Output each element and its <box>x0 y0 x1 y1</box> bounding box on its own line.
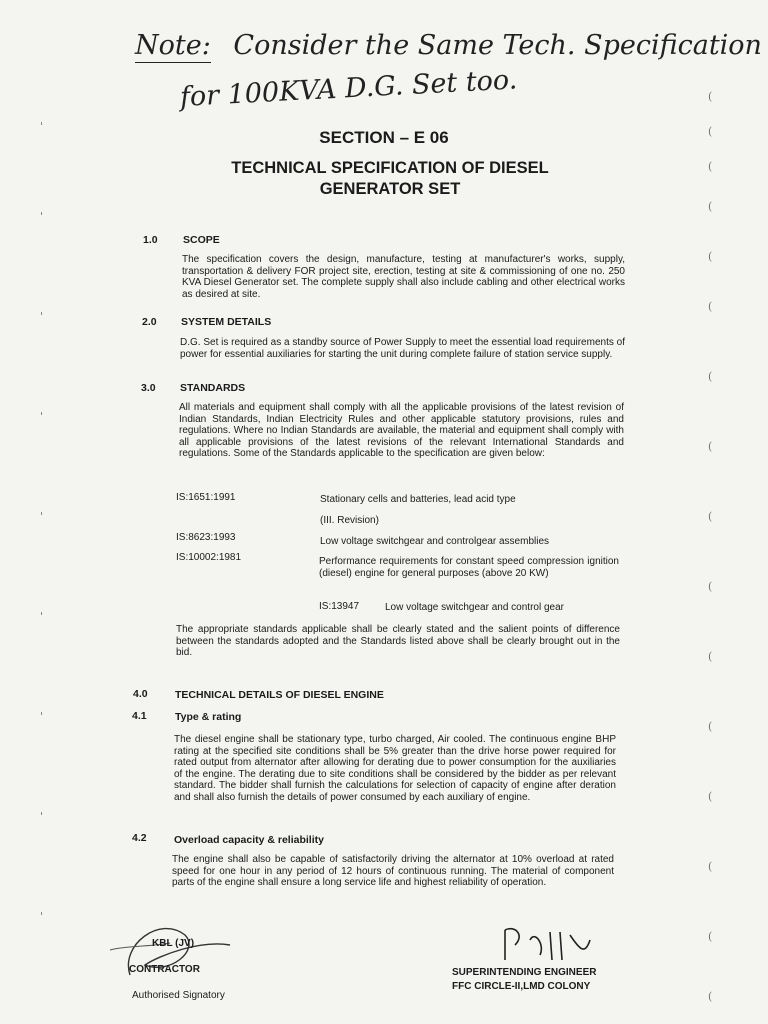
system-paragraph: D.G. Set is required as a standby source of Power Supply to meet the essential load requirements of power for essential auxiliaries for starting the unit during complete failure of station service supply. <box>180 337 625 360</box>
section-heading: SYSTEM DETAILS <box>181 316 272 328</box>
handwritten-note-line-1 <box>135 30 762 61</box>
standard-code: IS:1651:1991 <box>176 492 236 503</box>
section-number: 4.1 <box>132 710 147 722</box>
section-heading: Overload capacity & reliability <box>174 834 324 846</box>
standard-description: Stationary cells and batteries, lead acid type <box>320 494 516 505</box>
standard-description: Low voltage switchgear and controlgear assemblies <box>320 536 550 547</box>
engineer-office: FFC CIRCLE-II,LMD COLONY <box>452 981 591 992</box>
scope-paragraph: The specification covers the design, manufacture, testing at manufacturer's works, supply, transportation & delivery FOR project site, erection, testing at site & commissioning of one no. 250 KVA Diesel Generator set. The complete supply shall also include cabling and other electrical works as desired at site. <box>182 254 625 300</box>
standard-code: IS:13947 <box>319 601 360 612</box>
type-rating-paragraph: The diesel engine shall be stationary type, turbo charged, Air cooled. The continuous engine BHP rating at the specified site conditions shall be 5% greater than the drive horse power required for rated output from alternator after allowing for derating due to power consumption for the auxiliaries of the engine. The derating due to site conditions shall be considered by the bidder as per relevant standard. The bidder shall furnish the calculations for selection of capacity of engine after deration and shall also furnish the details of power consumed by each auxiliary of engine. <box>174 734 616 803</box>
engineer-role: SUPERINTENDING ENGINEER <box>452 967 597 978</box>
note-label: Note: <box>135 30 211 61</box>
standards-paragraph: All materials and equipment shall comply with all the applicable provisions of the latest revision of Indian Standards, Indian Electricity Rules and other applicable statutory provisions, rules and regulations. Where no Indian Standards are available, the material and equipment shall comply with all applicable provisions of the latest revisions of the relevant International Standards and regulations. Some of the Standards applicable to the specification are given below: <box>179 402 624 460</box>
section-heading: SCOPE <box>183 234 220 246</box>
title-line-1: TECHNICAL SPECIFICATION OF DIESEL <box>231 159 549 177</box>
binding-marks-right: ( ( ( ( ( ( ( ( ( ( ( ( ( ( ( ( <box>708 90 713 1003</box>
section-number: 3.0 <box>141 382 156 394</box>
authorised-signatory-label: Authorised Signatory <box>132 990 225 1001</box>
standard-code: IS:10002:1981 <box>176 552 242 563</box>
section-number: 4.0 <box>133 688 148 700</box>
section-heading: TECHNICAL DETAILS OF DIESEL ENGINE <box>175 689 384 701</box>
binding-marks-left: ' ' ' ' ' ' ' ' ' <box>40 120 44 923</box>
contractor-company: KBL (JV) <box>152 938 195 949</box>
note-text-1: Consider the Same Tech. Specification <box>233 30 762 61</box>
standard-description: Low voltage switchgear and control gear <box>385 602 564 613</box>
standard-code: IS:8623:1993 <box>176 532 236 543</box>
standards-closing-paragraph: The appropriate standards applicable shall be clearly stated and the salient points of difference between the standards adopted and the Standards listed above shall be clearly brought out in the bid. <box>176 624 620 659</box>
overload-paragraph: The engine shall also be capable of satisfactorily driving the alternator at 10% overload at rated speed for one hour in any period of 12 hours of continuous running. The material of component parts of the engine shall ensure a long service life and highest reliability of operation. <box>172 854 614 889</box>
section-number: 4.2 <box>132 832 147 844</box>
section-number: 2.0 <box>142 316 157 328</box>
note-text-2: for 100KVA D.G. Set too. <box>179 64 518 113</box>
engineer-signature-scribble <box>490 920 600 970</box>
section-label: SECTION – E 06 <box>319 128 449 147</box>
standard-description: (III. Revision) <box>320 515 379 526</box>
section-heading: STANDARDS <box>180 382 246 394</box>
section-heading: Type & rating <box>175 711 242 723</box>
document-title <box>170 158 610 200</box>
standard-description: Performance requirements for constant speed compression ignition (diesel) engine for general purposes (above 20 KW) <box>319 556 619 579</box>
title-line-2: GENERATOR SET <box>319 180 461 198</box>
handwritten-note-line-2 <box>179 64 518 113</box>
contractor-label: CONTRACTOR <box>129 964 200 975</box>
section-number: 1.0 <box>143 234 158 246</box>
